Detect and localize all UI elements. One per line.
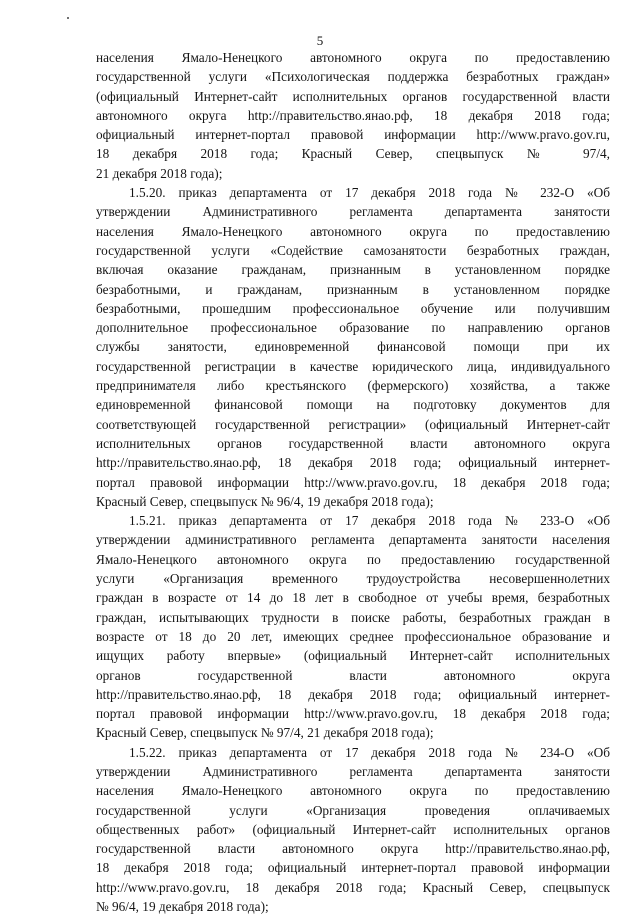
text-line: утверждении административного регламента департамента занятости населения xyxy=(96,532,610,548)
text-line: общественных работ» (официальный Интернет-сайт исполнительных органов xyxy=(96,821,610,837)
text-line: услуги «Организация временного трудоустройства несовершеннолетних xyxy=(96,571,610,587)
document-body xyxy=(96,48,610,916)
text-line: № 96/4, 19 декабря 2018 года); xyxy=(96,899,269,915)
text-line: ищущих работу впервые» (официальный Интернет-сайт исполнительных xyxy=(96,648,610,664)
text-line: предпринимателя либо крестьянского (фермерского) хозяйства, а также xyxy=(96,378,610,394)
text-line: автономного округа http://правительство.янао.рф, 18 декабря 2018 года; xyxy=(96,107,610,123)
text-line: дополнительное профессиональное образование по направлению органов xyxy=(96,320,610,336)
text-line: 1.5.21. приказ департамента от 17 декабря 2018 года № 233-О «Об xyxy=(129,513,610,529)
text-line: органов государственной власти автономного округа xyxy=(96,667,610,683)
text-line: портал правовой информации http://www.pravo.gov.ru, 18 декабря 2018 года; xyxy=(96,706,610,722)
text-line: Красный Север, спецвыпуск № 96/4, 19 декабря 2018 года); xyxy=(96,493,434,509)
text-line: Ямало-Ненецкого автономного округа по предоставлению государственной xyxy=(96,551,610,567)
text-line: граждан, испытывающих трудности в поиске работы, безработных граждан в xyxy=(96,609,610,625)
text-line: утверждении Административного регламента департамента занятости xyxy=(96,763,610,779)
text-line: государственной услуги «Организация проведения оплачиваемых xyxy=(96,802,610,818)
text-line: государственной регистрации в качестве юридического лица, индивидуального xyxy=(96,358,610,374)
text-line: единовременной финансовой помощи на подготовку документов для xyxy=(96,397,610,413)
text-line: государственной власти автономного округа http://правительство.янао.рф, xyxy=(96,841,610,857)
text-line: портал правовой информации http://www.pravo.gov.ru, 18 декабря 2018 года; xyxy=(96,474,610,490)
text-line: исполнительных органов государственной власти автономного округа xyxy=(96,435,610,451)
text-line: возрасте от 18 до 20 лет, имеющих среднее профессиональное образование и xyxy=(96,628,610,644)
text-line: государственной услуги «Психологическая поддержка безработных граждан» xyxy=(96,69,610,85)
text-line: http://правительство.янао.рф, 18 декабря 2018 года; официальный интернет- xyxy=(96,686,610,702)
text-line: безработными, прошедшим профессиональное обучение или получившим xyxy=(96,300,610,316)
text-line: населения Ямало-Ненецкого автономного округа по предоставлению xyxy=(96,223,610,239)
text-line: 21 декабря 2018 года); xyxy=(96,165,223,181)
text-line: утверждении Административного регламента департамента занятости xyxy=(96,204,610,220)
text-line: безработными, и гражданам, признанным в установленном порядке xyxy=(96,281,610,297)
text-line: населения Ямало-Ненецкого автономного округа по предоставлению xyxy=(96,783,610,799)
text-line: Красный Север, спецвыпуск № 97/4, 21 декабря 2018 года); xyxy=(96,725,434,741)
page-number: 5 xyxy=(316,33,324,48)
text-line: 1.5.20. приказ департамента от 17 декабря 2018 года № 232-О «Об xyxy=(129,185,610,201)
text-line: включая оказание гражданам, признанным в установленном порядке xyxy=(96,262,610,278)
text-line: http://правительство.янао.рф, 18 декабря 2018 года; официальный интернет- xyxy=(96,455,610,471)
text-line: 1.5.22. приказ департамента от 17 декабря 2018 года № 234-О «Об xyxy=(129,744,610,760)
text-line: службы занятости, единовременной финансовой помощи при их xyxy=(96,339,610,355)
text-line: соответствующей государственной регистрации» (официальный Интернет-сайт xyxy=(96,416,610,432)
text-line: официальный интернет-портал правовой информации http://www.pravo.gov.ru, xyxy=(96,127,610,143)
text-line: (официальный Интернет-сайт исполнительных органов государственной власти xyxy=(96,88,610,104)
text-line: http://www.pravo.gov.ru, 18 декабря 2018 года; Красный Север, спецвыпуск xyxy=(96,879,610,895)
scan-speck xyxy=(67,17,69,19)
text-line: граждан в возрасте от 14 до 18 лет в свободное от учебы время, безработных xyxy=(96,590,610,606)
text-line: государственной услуги «Содействие самозанятости безработных граждан, xyxy=(96,242,610,258)
text-line: 18 декабря 2018 года; Красный Север, спецвыпуск № 97/4, xyxy=(96,146,610,162)
text-line: 18 декабря 2018 года; официальный интернет-портал правовой информации xyxy=(96,860,610,876)
text-line: населения Ямало-Ненецкого автономного округа по предоставлению xyxy=(96,50,610,65)
